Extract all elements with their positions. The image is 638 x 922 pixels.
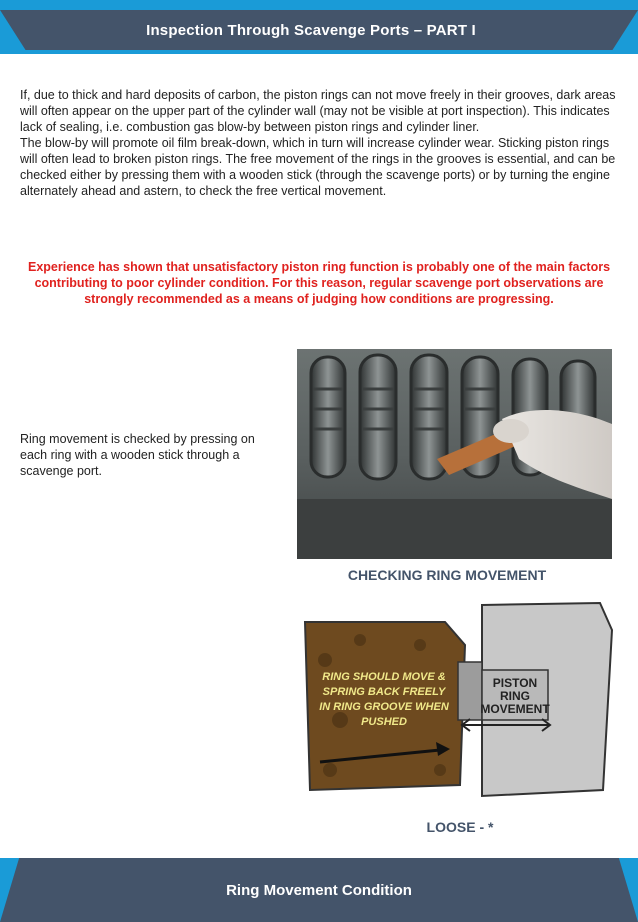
page-title-text: Inspection Through Scavenge Ports – PART I [146, 22, 476, 39]
right-label-line-1: PISTON [492, 676, 538, 690]
paragraph-2: The blow-by will promote oil film break-down, which in turn will increase cylinder wear. Sticking piston rings will often lead to broken piston rings. The free movement of the rings in the grooves is essential, and can be checked either by pressing them with a wooden stick (through the scavenge ports) or by turning the engine alternately ahead and astern, to check the free vertical movement. [20, 136, 616, 198]
right-label-line-2: RING [500, 689, 530, 703]
left-label-line-3: IN RING GROOVE WHEN [319, 701, 449, 713]
side-caption: Ring movement is checked by pressing on each ring with a wooden stick through a scavenge port. [20, 432, 255, 478]
body-text [20, 87, 620, 199]
left-label-line-2: SPRING BACK FREELY [322, 686, 446, 698]
paragraph-1: If, due to thick and hard deposits of carbon, the piston rings can not move freely in their grooves, dark areas will often appear on the upper part of the cylinder wall (may not be visible at port inspection). This indicates lack of sealing, i.e. combustion gas blow-by between piston rings and cylinder liner. [20, 88, 616, 134]
left-label-line-1: RING SHOULD MOVE & [322, 671, 446, 683]
scavenge-port-photo [297, 349, 612, 559]
footer-title: Ring Movement Condition [226, 882, 412, 899]
header-bar [0, 0, 638, 54]
right-label-line-3: MOVEMENT [480, 702, 550, 716]
left-label-line-4: PUSHED [361, 716, 407, 728]
diagram-caption: LOOSE - * [426, 819, 494, 835]
page-title [0, 22, 638, 39]
ring-diagram-svg [300, 600, 620, 810]
footer-bar [0, 858, 638, 922]
ring-movement-diagram [300, 600, 620, 810]
highlight-text: Experience has shown that unsatisfactory piston ring function is probably one of the main factors contributing to poor cylinder condition. For this reason, regular scavenge port observations are strongly recommended as a means of judging how conditions are progressing. [27, 260, 611, 306]
photo-caption: CHECKING RING MOVEMENT [347, 567, 547, 583]
scavenge-port-illustration [297, 349, 612, 559]
